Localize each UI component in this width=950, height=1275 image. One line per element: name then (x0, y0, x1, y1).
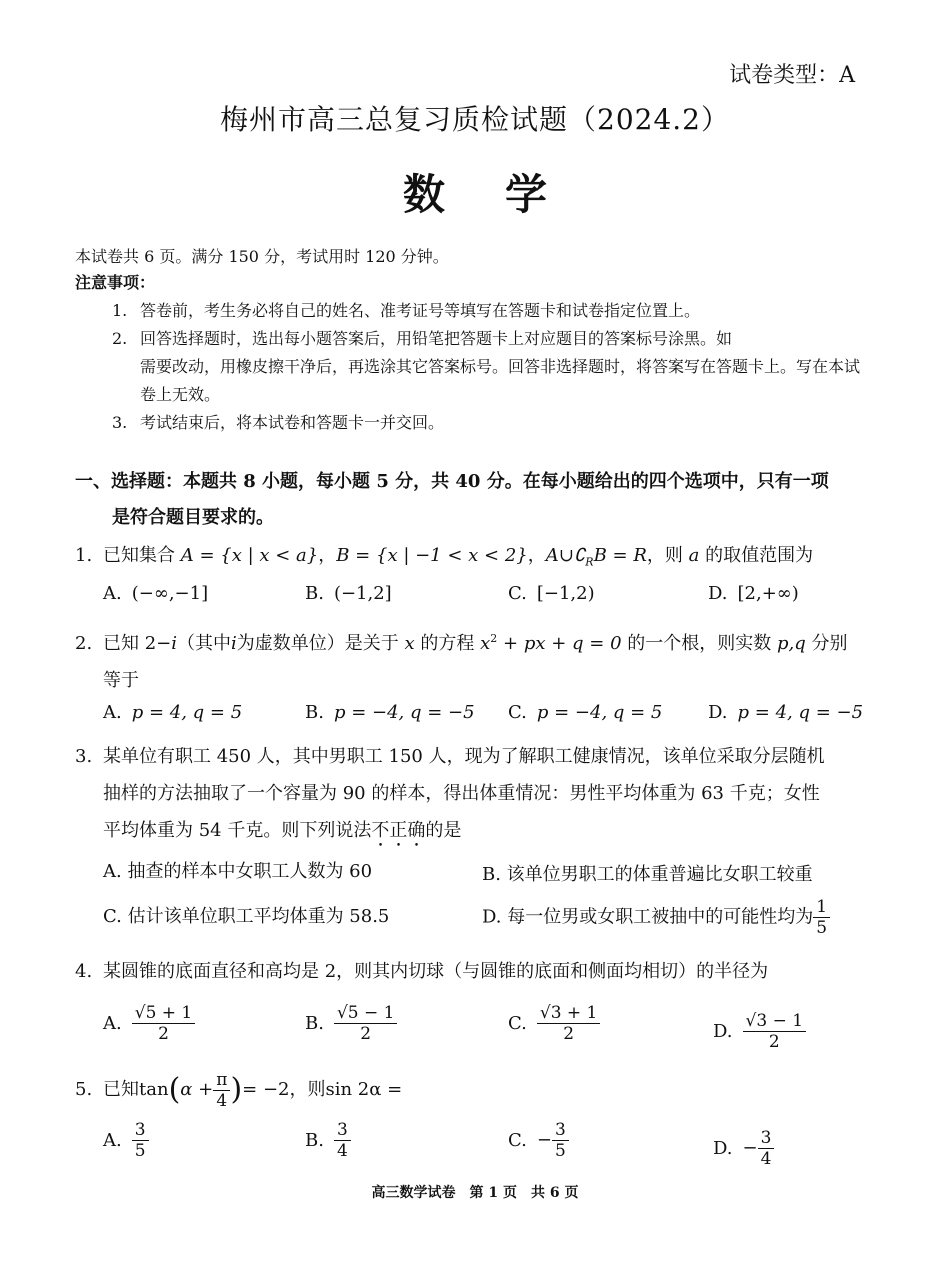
fraction-numerator: 3 (132, 1120, 149, 1141)
option-d (482, 897, 830, 938)
q1-union: A∪∁ (545, 545, 586, 566)
fraction (743, 1011, 807, 1052)
notice-item-number: 2. (112, 329, 128, 348)
q2-text: 已知 2− (103, 633, 172, 654)
option-b (305, 1120, 351, 1161)
notice-item-text-cont: 需要改动，用橡皮擦干净后，再选涂其它答案标号。回答非选择题时，将答案写在答题卡上。写在本试卷上无效。 (140, 357, 861, 404)
notice-item-text: 考试结束后，将本试卷和答题卡一并交回。 (140, 413, 445, 432)
q5-text: ，则 (289, 1079, 326, 1100)
question-1 (75, 537, 870, 581)
paper-type: 试卷类型：A (729, 63, 855, 88)
option-value: p = 4, q = 5 (131, 702, 243, 723)
q3-line: 平均体重为 54 千克。则下列说法不正确的是 (103, 820, 462, 841)
fraction (334, 1120, 351, 1161)
option-label: D. (713, 1020, 733, 1042)
q2-eq: + px + q = 0 (497, 633, 622, 654)
q2-text: 的方程 (414, 633, 481, 654)
option-label: B. (305, 1012, 324, 1034)
option-label: B. (305, 702, 324, 723)
option-sign: − (536, 1129, 552, 1151)
fraction-numerator: π (213, 1070, 230, 1091)
fraction-denominator: 5 (554, 1141, 566, 1161)
option-value: [−1,2) (536, 583, 595, 604)
option-value: (−1,2] (333, 583, 392, 604)
q1-sep: ， (527, 545, 546, 566)
q3-line: 抽样的方法抽取了一个容量为 90 的样本，得出体重情况：男性平均体重为 63 千克；女性 (103, 783, 820, 804)
q2-text: 的一个根，则实数 (621, 633, 777, 654)
q1-var-a: a (688, 545, 700, 566)
left-paren: ( (168, 1072, 181, 1107)
notice-title: 注意事项： (75, 273, 156, 292)
q5-alpha: α + (180, 1079, 214, 1100)
fraction (813, 897, 830, 938)
q1-sep: ， (318, 545, 337, 566)
exam-title: 梅州市高三总复习质检试题（2024.2） (220, 103, 730, 136)
question-number: 1. (75, 545, 93, 566)
q2-eq: x (480, 633, 491, 654)
option-label: A. (103, 1012, 122, 1034)
q1-sub-r: R (585, 555, 594, 569)
q1-text: 的取值范围为 (699, 545, 814, 566)
notice-item-text: 答卷前，考生务必将自己的姓名、准考证号等填写在答题卡和试卷指定位置上。 (140, 301, 701, 320)
option-d (713, 1128, 774, 1169)
fraction-numerator: 3 (758, 1128, 775, 1149)
q1-text: 已知集合 (103, 545, 181, 566)
option-label: D. (713, 1137, 733, 1159)
option-d (713, 1011, 806, 1052)
fraction-denominator: 5 (816, 918, 828, 938)
fraction-denominator: 4 (760, 1149, 772, 1169)
q5-sin: sin 2α = (325, 1079, 403, 1100)
notice-item (112, 325, 862, 409)
option-label: C. (508, 583, 527, 604)
fraction-denominator: 4 (336, 1141, 348, 1161)
option-label: B. (305, 583, 324, 604)
notice-item (112, 409, 862, 437)
question-4 (75, 953, 870, 990)
option-c (508, 1003, 600, 1044)
fraction (213, 1070, 230, 1111)
q2-text: （其中 (177, 633, 232, 654)
question-number: 5. (75, 1079, 93, 1100)
option-value: p = −4, q = −5 (333, 702, 475, 723)
q1-set-b: B = {x | −1 < x < 2} (336, 545, 528, 566)
fraction (132, 1120, 149, 1161)
notice-item-number: 1. (112, 301, 128, 320)
q1-text: ，则 (646, 545, 689, 566)
option-a (103, 702, 242, 723)
option-label: C. (508, 1129, 527, 1151)
question-3 (75, 738, 870, 851)
q5-tan: tan (139, 1079, 169, 1100)
option-label: D. (708, 702, 728, 723)
fraction (334, 1003, 398, 1044)
option-b (305, 583, 392, 604)
option-value: p = 4, q = −5 (737, 702, 864, 723)
q2-text: 为虚数单位）是关于 (236, 633, 405, 654)
q2-text-cont: 等于 (103, 670, 139, 691)
q4-text: 某圆锥的底面直径和高均是 2，则其内切球（与圆锥的底面和侧面均相切）的半径为 (103, 961, 769, 982)
fraction-denominator: 2 (360, 1024, 372, 1044)
q2-var-i: i (171, 633, 178, 654)
fraction-numerator: √3 + 1 (537, 1003, 601, 1024)
option-value: [2,+∞) (737, 583, 799, 604)
option-d (708, 583, 799, 604)
fraction (552, 1120, 569, 1161)
notice-item (112, 297, 862, 325)
question-5 (75, 1068, 870, 1112)
q1-union-tail: B = R (593, 545, 647, 566)
fraction (758, 1128, 775, 1169)
notice-item-number: 3. (112, 413, 128, 432)
option-c (508, 583, 595, 604)
section-heading-line1: 一、选择题：本题共 8 小题，每小题 5 分，共 40 分。在每小题给出的四个选项中，只有一项 (75, 471, 829, 492)
fraction-denominator: 2 (768, 1032, 780, 1052)
section-heading-line2: 是符合题目要求的。 (112, 507, 274, 528)
option-label: A. (103, 702, 122, 723)
fraction-denominator: 5 (134, 1141, 146, 1161)
option-a (103, 1120, 149, 1161)
q2-vars: p,q (776, 633, 806, 654)
option-label: C. (508, 1012, 527, 1034)
question-number: 2. (75, 633, 93, 654)
option-label: D. (708, 583, 728, 604)
option-value: (−∞,−1] (131, 583, 209, 604)
q1-set-a: A = {x | x < a} (180, 545, 319, 566)
fraction-numerator: 3 (552, 1120, 569, 1141)
option-sign: − (742, 1137, 758, 1159)
fraction-numerator: √5 + 1 (132, 1003, 196, 1024)
subject-title: 数学 (402, 170, 607, 219)
question-2 (75, 620, 870, 699)
option-label: A. (103, 583, 122, 604)
option-c (508, 702, 662, 723)
option-label: B. (305, 1129, 324, 1151)
fraction-numerator: √5 − 1 (334, 1003, 398, 1024)
q3-emphasis: 不正确 (371, 820, 426, 841)
exam-intro: 本试卷共 6 页。满分 150 分，考试用时 120 分钟。 (75, 247, 449, 266)
option-c (508, 1120, 569, 1161)
q5-eq: = −2 (242, 1079, 290, 1100)
question-number: 4. (75, 961, 93, 982)
option-b (305, 1003, 397, 1044)
notice-item-text: 回答选择题时，选出每小题答案后，用铅笔把答题卡上对应题目的答案标号涂黑。如 (140, 329, 733, 348)
q3-line: 某单位有职工 450 人，其中男职工 150 人，现为了解职工健康情况，该单位采取分层随机 (103, 746, 825, 767)
fraction-denominator: 4 (216, 1090, 228, 1111)
q2-var-x: x (404, 633, 415, 654)
section-heading (75, 464, 865, 536)
fraction-denominator: 2 (563, 1024, 575, 1044)
option-label: C. (508, 702, 527, 723)
option-b: B. 该单位男职工的体重普遍比女职工较重 (482, 864, 813, 885)
option-c: C. 估计该单位职工平均体重为 58.5 (103, 906, 390, 927)
fraction-numerator: 3 (334, 1120, 351, 1141)
option-a (103, 1003, 195, 1044)
fraction-numerator: 1 (813, 897, 830, 918)
option-a: A. 抽查的样本中女职工人数为 60 (103, 861, 373, 882)
page-footer: 高三数学试卷 第 1 页 共 6 页 (371, 1185, 579, 1201)
fraction-denominator: 2 (158, 1024, 169, 1044)
option-a (103, 583, 208, 604)
right-paren: ) (230, 1072, 243, 1107)
q5-text: 已知 (103, 1079, 139, 1100)
option-d (708, 702, 863, 723)
option-b (305, 702, 475, 723)
q2-var-i: i (231, 633, 237, 654)
option-value: p = −4, q = 5 (536, 702, 663, 723)
fraction (537, 1003, 601, 1044)
option-label: A. (103, 1129, 122, 1151)
fraction (132, 1003, 196, 1044)
q2-text: 分别 (805, 633, 848, 654)
fraction-numerator: √3 − 1 (743, 1011, 807, 1032)
option-value: D. 每一位男或女职工被抽中的可能性均为 (482, 906, 814, 928)
question-number: 3. (75, 746, 93, 767)
q2-eq-sup: 2 (490, 632, 498, 645)
